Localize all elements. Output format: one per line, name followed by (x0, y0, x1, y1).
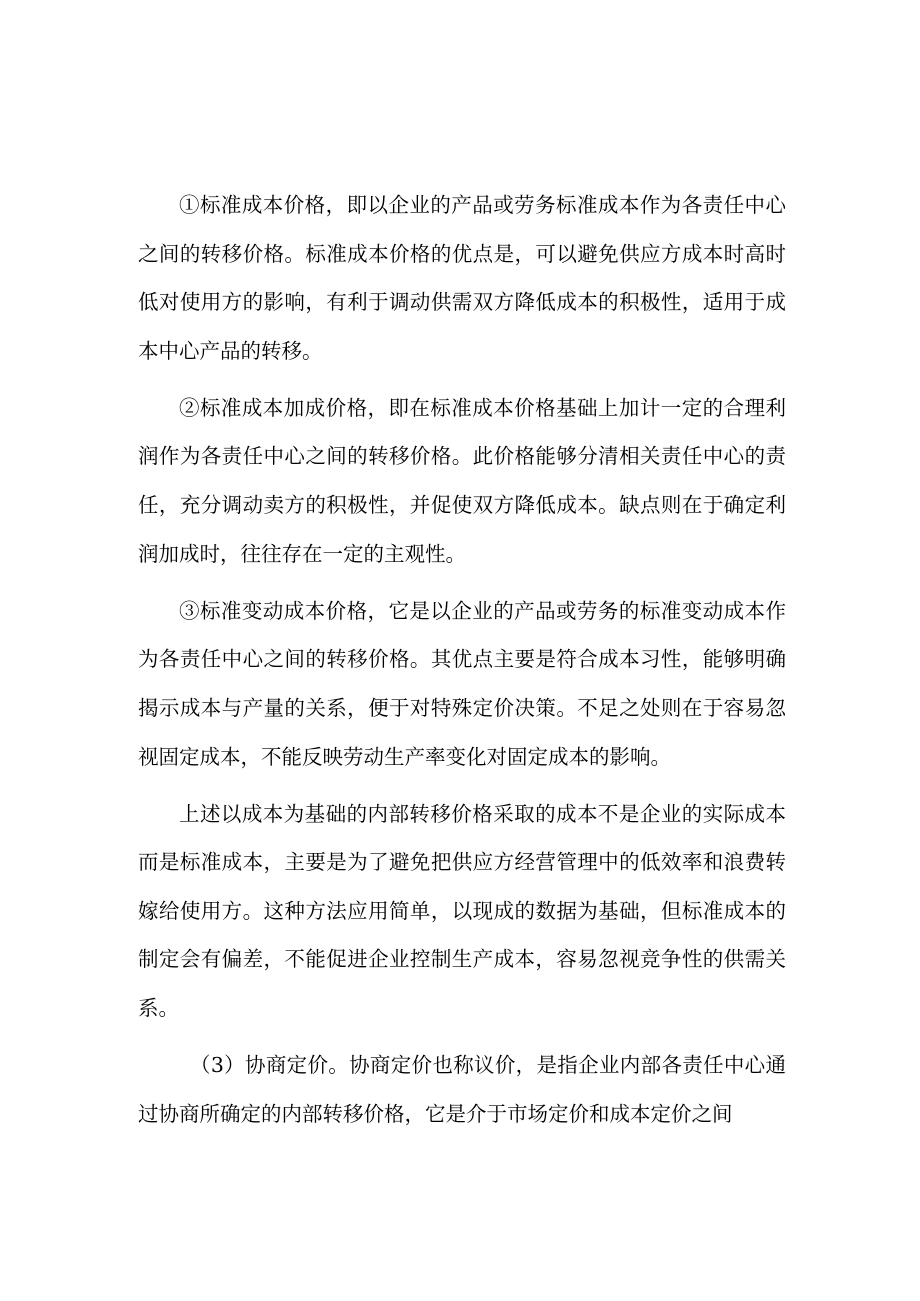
paragraph-standard-cost-plus-price: ②标准成本加成价格，即在标准成本价格基础上加计一定的合理利润作为各责任中心之间的转移价格。此价格能够分清相关责任中心的责任，充分调动卖方的积极性，并促使双方降低成本。缺点则在于确定利润加成时，往往存在一定的主观性。 (138, 395, 786, 566)
paragraph-cost-based-summary: 上述以成本为基础的内部转移价格采取的成本不是企业的实际成本而是标准成本，主要是为了避免把供应方经营管理中的低效率和浪费转嫁给使用方。这种方法应用简单，以现成的数据为基础，但标准成本的制定会有偏差，不能促进企业控制生产成本，容易忽视竞争性的供需关系。 (138, 801, 786, 1020)
paragraph-negotiated-pricing: （3）协商定价。协商定价也称议价，是指企业内部各责任中心通过协商所确定的内部转移价格，它是介于市场定价和成本定价之间 (138, 1053, 786, 1126)
document-body (138, 181, 786, 1147)
paragraph-standard-variable-cost-price: ③标准变动成本价格，它是以企业的产品或劳务的标准变动成本作为各责任中心之间的转移价格。其优点主要是符合成本习性，能够明确揭示成本与产量的关系，便于对特殊定价决策。不足之处则在于容易忽视固定成本，不能反映劳动生产率变化对固定成本的影响。 (138, 598, 786, 769)
paragraph-standard-cost-price: ①标准成本价格，即以企业的产品或劳务标准成本作为各责任中心之间的转移价格。标准成本价格的优点是，可以避免供应方成本时高时低对使用方的影响，有利于调动供需双方降低成本的积极性，适用于成本中心产品的转移。 (138, 193, 786, 363)
